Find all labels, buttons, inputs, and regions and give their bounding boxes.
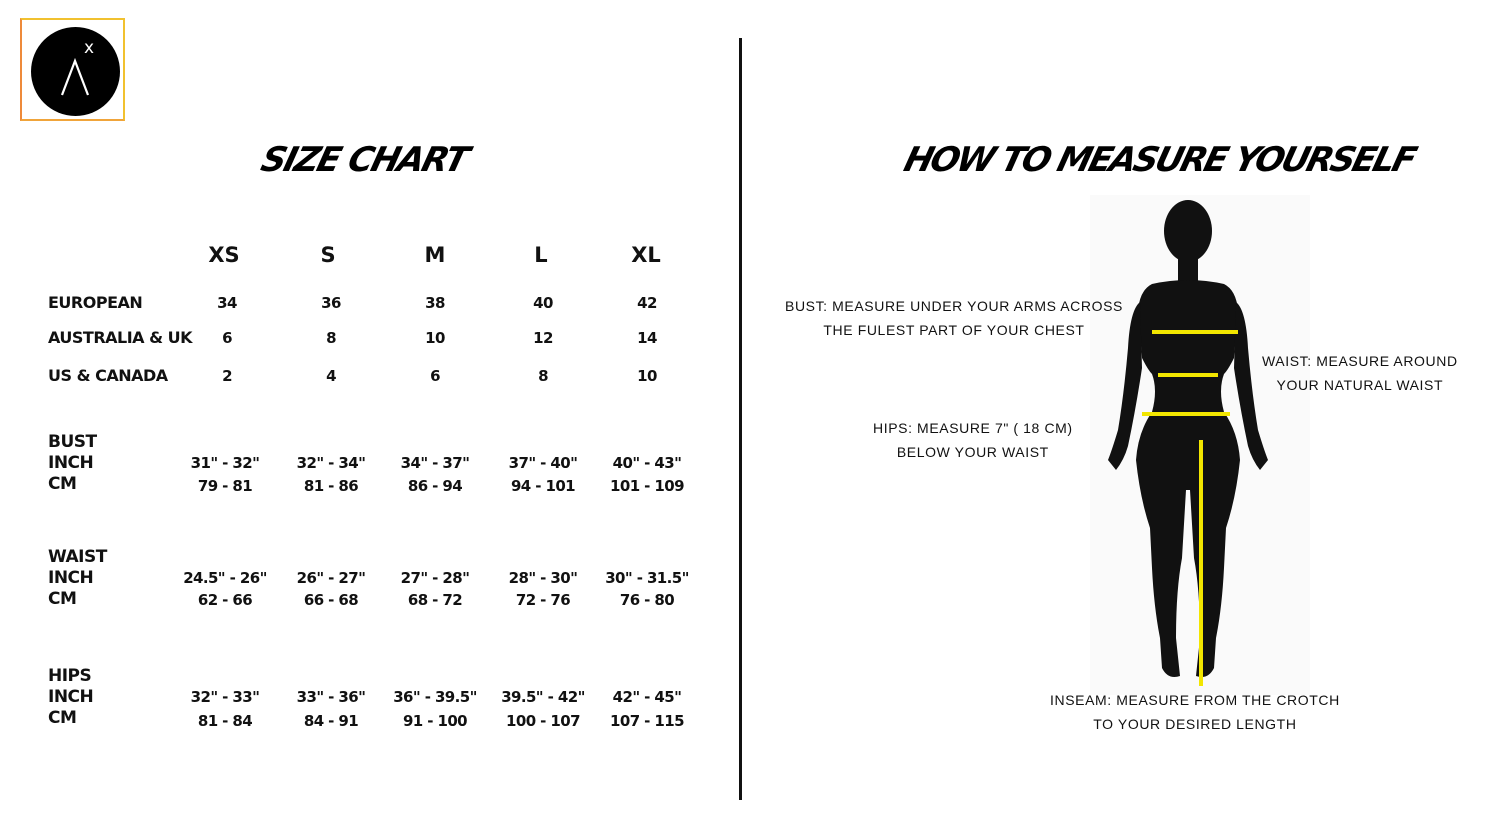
table-cell: 6 — [222, 329, 232, 347]
table-cell: 14 — [637, 329, 657, 347]
table-cell: 34 — [217, 294, 237, 312]
table-cell: 79 - 81 — [197, 477, 253, 495]
table-cell: 100 - 107 — [506, 712, 580, 730]
table-cell: 81 - 86 — [303, 477, 359, 495]
table-cell: 6 — [430, 367, 440, 385]
table-cell: 66 - 68 — [303, 591, 359, 609]
table-cell: 40" - 43" — [612, 454, 682, 472]
measure-group-hips — [48, 666, 93, 729]
body-silhouette-icon — [1100, 198, 1280, 688]
table-cell: 37" - 40" — [508, 454, 578, 472]
table-cell: 4 — [326, 367, 336, 385]
logo-circle — [31, 27, 120, 116]
note-line: INSEAM: MEASURE FROM THE CROTCH — [1050, 692, 1340, 708]
unit-inch-label: INCH — [48, 568, 94, 588]
note-line: THE FULEST PART OF YOUR CHEST — [823, 322, 1085, 338]
size-header-xl: XL — [631, 243, 661, 267]
bust-note — [785, 294, 1123, 342]
table-cell: 39.5" - 42" — [501, 688, 585, 706]
lambda-caret-logo-icon — [59, 57, 91, 97]
table-cell: 72 - 76 — [515, 591, 571, 609]
table-cell: 10 — [425, 329, 445, 347]
size-chart-title: SIZE CHART — [257, 140, 472, 180]
measure-name: BUST — [48, 432, 97, 452]
waist-note — [1262, 349, 1458, 397]
table-cell: 86 - 94 — [407, 477, 463, 495]
note-line: WAIST: MEASURE AROUND — [1262, 353, 1458, 369]
table-cell: 26" - 27" — [296, 569, 366, 587]
table-cell: 32" - 34" — [296, 454, 366, 472]
logo — [20, 18, 125, 121]
table-cell: 33" - 36" — [296, 688, 366, 706]
logo-mark: x — [84, 38, 95, 58]
note-line: YOUR NATURAL WAIST — [1276, 377, 1444, 393]
table-cell: 107 - 115 — [610, 712, 684, 730]
note-line: BUST: MEASURE UNDER YOUR ARMS ACROSS — [785, 298, 1123, 314]
row-label-australia-uk: AUSTRALIA & UK — [48, 328, 193, 347]
table-cell: 42" - 45" — [612, 688, 682, 706]
table-cell: 32" - 33" — [190, 688, 260, 706]
unit-cm-label: CM — [48, 589, 77, 609]
measure-group-waist — [48, 547, 107, 610]
measure-guide-title: HOW TO MEASURE YOURSELF — [900, 140, 1419, 180]
measure-name: WAIST — [48, 547, 107, 567]
measure-group-bust — [48, 432, 97, 495]
size-header-l: L — [534, 243, 548, 267]
table-cell: 36" - 39.5" — [393, 688, 477, 706]
waist-line — [1158, 373, 1218, 377]
inseam-line — [1199, 440, 1203, 686]
bust-line — [1152, 330, 1238, 334]
unit-cm-label: CM — [48, 474, 77, 494]
table-cell: 2 — [222, 367, 232, 385]
table-cell: 12 — [533, 329, 553, 347]
table-cell: 38 — [425, 294, 445, 312]
table-cell: 91 - 100 — [402, 712, 468, 730]
size-header-s: S — [320, 243, 336, 267]
table-cell: 94 - 101 — [510, 477, 576, 495]
table-cell: 84 - 91 — [303, 712, 359, 730]
table-cell: 10 — [637, 367, 657, 385]
note-line: BELOW YOUR WAIST — [896, 444, 1049, 460]
note-line: TO YOUR DESIRED LENGTH — [1093, 716, 1297, 732]
table-cell: 8 — [326, 329, 336, 347]
table-cell: 24.5" - 26" — [183, 569, 267, 587]
table-cell: 31" - 32" — [190, 454, 260, 472]
table-cell: 68 - 72 — [407, 591, 463, 609]
table-cell: 42 — [637, 294, 657, 312]
table-cell: 28" - 30" — [508, 569, 578, 587]
table-cell: 36 — [321, 294, 341, 312]
hips-note — [873, 416, 1073, 464]
table-cell: 8 — [538, 367, 548, 385]
unit-inch-label: INCH — [48, 453, 94, 473]
note-line: HIPS: MEASURE 7" ( 18 CM) — [873, 420, 1073, 436]
unit-cm-label: CM — [48, 708, 77, 728]
size-header-m: M — [424, 243, 446, 267]
table-cell: 81 - 84 — [197, 712, 253, 730]
table-cell: 76 - 80 — [619, 591, 675, 609]
row-label-european: EUROPEAN — [48, 293, 143, 312]
table-cell: 62 - 66 — [197, 591, 253, 609]
unit-inch-label: INCH — [48, 687, 94, 707]
inseam-note — [1050, 688, 1340, 736]
measure-name: HIPS — [48, 666, 92, 686]
table-cell: 101 - 109 — [610, 477, 684, 495]
table-cell: 40 — [533, 294, 553, 312]
center-divider — [739, 38, 742, 800]
table-cell: 34" - 37" — [400, 454, 470, 472]
table-cell: 27" - 28" — [400, 569, 470, 587]
table-cell: 30" - 31.5" — [605, 569, 689, 587]
row-label-us-canada: US & CANADA — [48, 366, 168, 385]
hips-line — [1142, 412, 1230, 416]
size-header-xs: XS — [208, 243, 240, 267]
